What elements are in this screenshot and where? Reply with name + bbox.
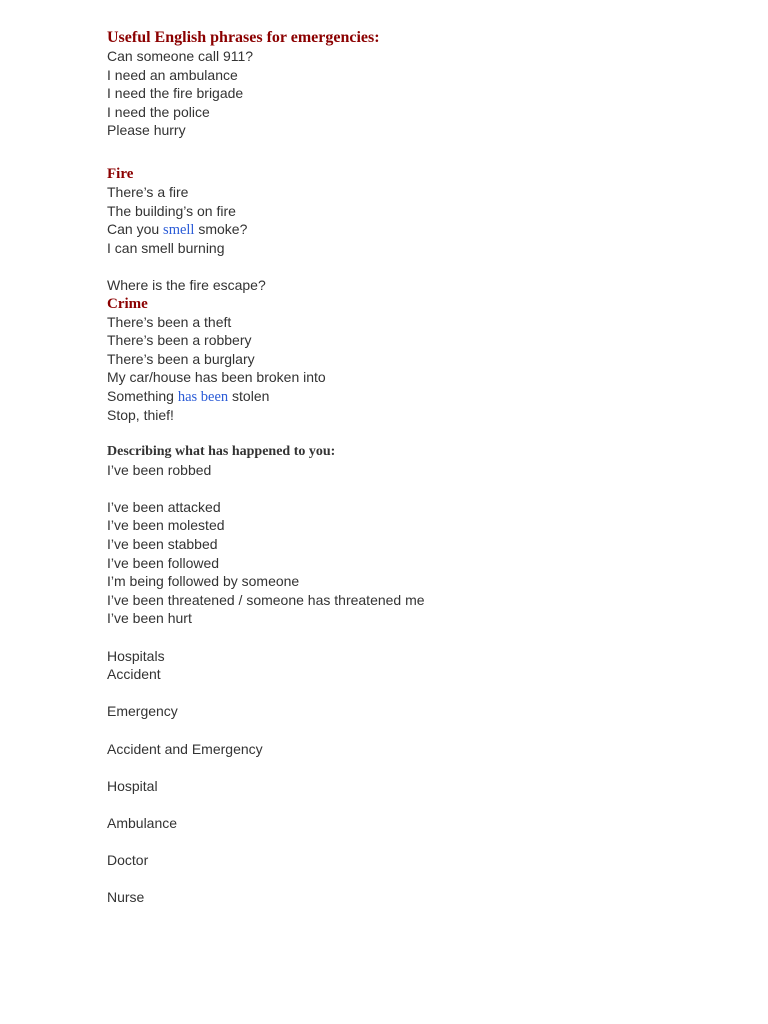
phrase-line: I’ve been hurt (107, 610, 192, 627)
phrase-line: Can someone call 911? (107, 48, 254, 64)
phrase-line: Where is the fire escape? (107, 276, 266, 293)
vocab-item: Doctor (107, 852, 149, 869)
section-heading-crime: Crime (107, 295, 148, 312)
spacer (107, 684, 727, 703)
vocab-item: Accident (107, 666, 161, 683)
vocab-item: Accident and Emergency (107, 740, 263, 757)
phrase-line: I’ve been threatened / someone has threatened me (107, 591, 425, 608)
phrase-line: I’ve been molested (107, 517, 225, 534)
phrase-line: There’s been a theft (107, 313, 232, 330)
phrase-line: I’m being followed by someone (107, 573, 300, 590)
phrase-text: Something (107, 387, 178, 404)
section-heading-fire: Fire (107, 165, 134, 182)
phrase-line: Please hurry (107, 122, 186, 139)
phrase-line (107, 387, 727, 406)
phrase-text: smoke? (194, 221, 248, 238)
spacer (107, 758, 727, 777)
phrase-line: I’ve been followed (107, 554, 220, 571)
spacer (107, 795, 727, 814)
phrase-line: My car/house has been broken into (107, 369, 326, 386)
phrase-line: I’ve been attacked (107, 498, 221, 515)
phrase-line: I’ve been robbed (107, 461, 212, 478)
page-title: Useful English phrases for emergencies: (107, 29, 380, 46)
spacer (107, 628, 727, 647)
section-heading-describing: Describing what has happened to you: (107, 443, 336, 459)
phrase-line: There’s been a burglary (107, 350, 255, 367)
phrase-line: There’s a fire (107, 183, 189, 200)
spacer (107, 140, 727, 165)
vocab-item: Nurse (107, 889, 145, 906)
phrase-line: The building’s on fire (107, 202, 236, 219)
spacer (107, 870, 727, 889)
phrase-line: I’ve been stabbed (107, 536, 218, 553)
spacer (107, 833, 727, 852)
spacer (107, 479, 727, 498)
vocab-item: Ambulance (107, 814, 178, 831)
spacer (107, 257, 727, 276)
phrase-text: Can you (107, 221, 164, 238)
phrase-line: I need the police (107, 103, 210, 120)
phrase-line: I need the fire brigade (107, 85, 244, 102)
phrase-line: There’s been a robbery (107, 332, 252, 349)
phrase-line: I can smell burning (107, 239, 225, 256)
spacer (107, 424, 727, 443)
phrase-line (107, 220, 727, 239)
vocab-item: Hospital (107, 777, 158, 794)
phrase-line: Stop, thief! (107, 406, 174, 423)
document-page (107, 29, 727, 907)
vocab-item: Emergency (107, 703, 178, 720)
word-link-smell[interactable]: smell (163, 222, 195, 239)
phrase-line: I need an ambulance (107, 66, 238, 83)
section-heading-hospitals: Hospitals (107, 647, 165, 664)
word-link-has-been[interactable]: has been (177, 388, 229, 405)
phrase-text: stolen (228, 387, 270, 404)
spacer (107, 721, 727, 740)
